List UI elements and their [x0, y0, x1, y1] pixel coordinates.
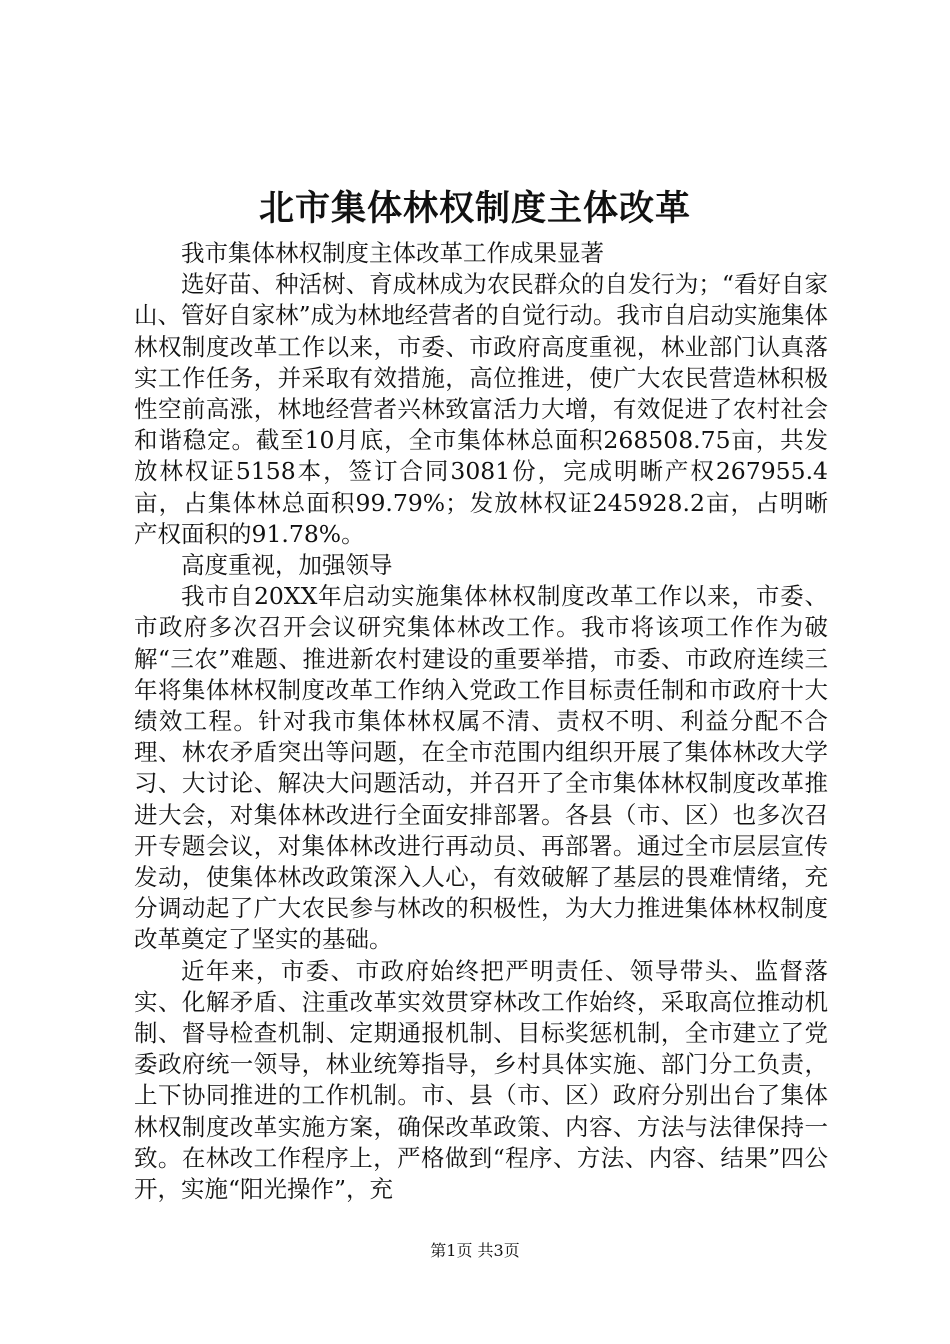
page-number-footer: 第1页 共3页 — [430, 1241, 520, 1260]
paragraph-mechanism: 近年来，市委、市政府始终把严明责任、领导带头、监督落实、化解矛盾、注重改革实效贯穿林改工作始终，采取高位推动机制、督导检查机制、定期通报机制、目标奖惩机制，全市建立了党委政府统一领导，林业统筹指导，乡村具体实施、部门分工负责，上下协同推进的工作机制。市、县（市、区）政府分别出台了集体林权制度改革实施方案，确保改革政策、内容、方法与法律保持一致。在林改工作程序上，严格做到“程序、方法、内容、结果”四公开，实施“阳光操作”，充 — [134, 956, 828, 1204]
document-body — [134, 238, 828, 1205]
paragraph-summary: 选好苗、种活树、育成林成为农民群众的自发行为；“看好自家山、管好自家林”成为林地经营者的自觉行动。我市自启动实施集体林权制度改革工作以来，市委、市政府高度重视，林业部门认真落实工作任务，并采取有效措施，高位推进，使广大农民营造林积极性空前高涨，林地经营者兴林致富活力大增，有效促进了农村社会和谐稳定。截至10月底，全市集体林总面积268508.75亩，共发放林权证5158本，签订合同3081份，完成明晰产权267955.4亩，占集体林总面积99.79%；发放林权证245928.2亩，占明晰产权面积的91.78%。 — [134, 270, 828, 548]
document-title: 北市集体林权制度主体改革 — [258, 189, 691, 229]
paragraph-subtitle: 我市集体林权制度主体改革工作成果显著 — [181, 239, 604, 267]
section-heading: 高度重视，加强领导 — [181, 551, 393, 580]
paragraph-leadership: 我市自20XX年启动实施集体林权制度改革工作以来，市委、市政府多次召开会议研究集体林改工作。我市将该项工作作为破解“三农”难题、推进新农村建设的重要举措，市委、市政府连续三年将集体林权制度改革工作纳入党政工作目标责任制和市政府十大绩效工程。针对我市集体林权属不清、责权不明、利益分配不合理、林农矛盾突出等问题，在全市范围内组织开展了集体林改大学习、大讨论、解决大问题活动，并召开了全市集体林权制度改革推进大会，对集体林改进行全面安排部署。各县（市、区）也多次召开专题会议，对集体林改进行再动员、再部署。通过全市层层宣传发动，使集体林改政策深入人心，有效破解了基层的畏难情绪，充分调动起了广大农民参与林改的积极性，为大力推进集体林权制度改革奠定了坚实的基础。 — [134, 582, 828, 954]
